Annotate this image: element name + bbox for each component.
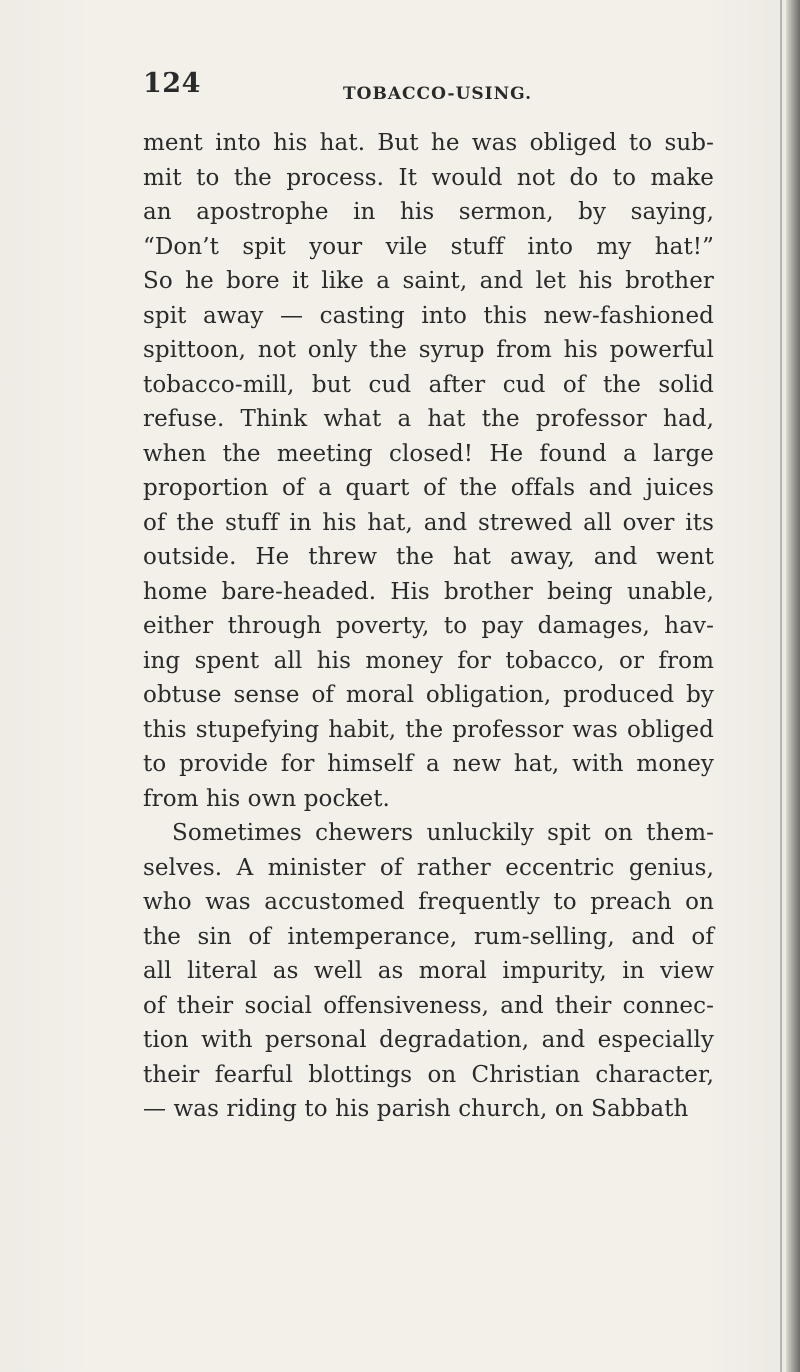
text-line: the sin of intemperance, rum-selling, and of <box>143 923 714 950</box>
page-edge-shadow <box>786 0 800 1372</box>
running-head: TOBACCO-USING. <box>343 84 532 104</box>
text-line: to provide for himself a new hat, with money <box>143 751 714 777</box>
text-line: spittoon, not only the syrup from his powerful <box>143 337 714 363</box>
text-line: when the meeting closed! He found a large <box>143 440 714 467</box>
body-text <box>143 126 714 1127</box>
text-line: spit away — casting into this new-fashioned <box>143 302 714 329</box>
text-line: of their social offensiveness, and their connec- <box>143 992 714 1019</box>
text-line: their fearful blottings on Christian character, <box>143 1061 714 1088</box>
text-line: either through poverty, to pay damages, hav- <box>143 613 714 639</box>
text-line: So he bore it like a saint, and let his brother <box>143 268 714 294</box>
text-line: ment into his hat. But he was obliged to sub- <box>143 130 714 156</box>
text-line: from his own pocket. <box>143 785 390 812</box>
text-line: proportion of a quart of the offals and juices <box>143 475 714 501</box>
page-number: 124 <box>143 68 201 99</box>
text-line: ing spent all his money for tobacco, or from <box>143 647 714 674</box>
text-line: refuse. Think what a hat the professor had, <box>143 406 714 432</box>
text-line: outside. He threw the hat away, and went <box>143 544 714 570</box>
text-line: — was riding to his parish church, on Sabbath <box>143 1096 689 1122</box>
page-fold-line <box>780 0 782 1372</box>
text-line: mit to the process. It would not do to make <box>143 164 714 191</box>
text-line: this stupefying habit, the professor was obliged <box>143 716 714 743</box>
text-line: home bare-headed. His brother being unable, <box>143 578 714 605</box>
text-line: of the stuff in his hat, and strewed all over its <box>143 509 714 536</box>
text-line: tion with personal degradation, and especially <box>143 1027 714 1053</box>
text-line: who was accustomed frequently to preach on <box>143 889 714 915</box>
text-line: Sometimes chewers unluckily spit on them- <box>172 820 714 846</box>
text-line: “Don’t spit your vile stuff into my hat!” <box>143 233 714 260</box>
text-line: selves. A minister of rather eccentric genius, <box>143 854 714 881</box>
text-line: an apostrophe in his sermon, by saying, <box>143 199 714 225</box>
text-line: obtuse sense of moral obligation, produced by <box>143 682 714 708</box>
text-line: all literal as well as moral impurity, in view <box>143 958 714 984</box>
text-line: tobacco-mill, but cud after cud of the solid <box>143 371 714 398</box>
page-header <box>143 68 703 110</box>
